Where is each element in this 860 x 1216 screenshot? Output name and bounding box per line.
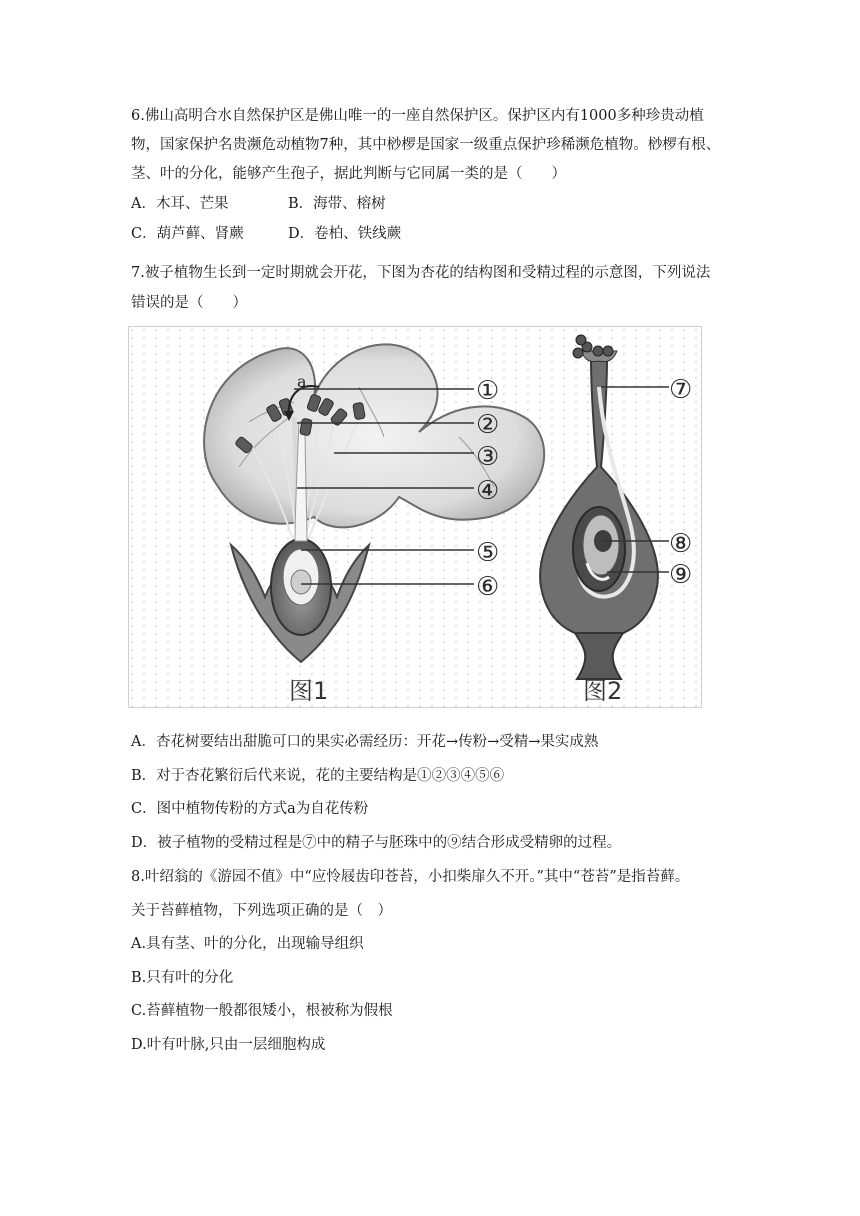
q7-stem-line-2: 错误的是（ ） — [131, 295, 247, 311]
q7-option-d: D．被子植物的受精过程是⑦中的精子与胚珠中的⑨结合形成受精卵的过程。 — [131, 835, 622, 851]
fig1-label-2: ② — [476, 410, 500, 440]
q6-option-a: A．木耳、芒果 — [131, 196, 229, 212]
fig1-label-6: ⑥ — [476, 572, 500, 602]
q8-option-d: D.叶有叶脉,只由一层细胞构成 — [131, 1037, 326, 1053]
fig2-label-9: ⑨ — [669, 560, 693, 590]
q8-stem-line-1: 8.叶绍翁的《游园不值》中“应怜屐齿印苍苔，小扣柴扉久不开。”其中“苍苔”是指苔藓。 — [131, 869, 690, 885]
fig1-label-3: ③ — [476, 442, 500, 472]
q7-option-a: A．杏花树要结出甜脆可口的果实必需经历：开花→传粉→受精→果实成熟 — [131, 734, 599, 750]
q6-stem-line-1: 6.佛山高明合水自然保护区是佛山唯一的一座自然保护区。保护区内有1000多种珍贵动植 — [131, 108, 704, 124]
q6-stem-line-2: 物，国家保护名贵濒危动植物7种，其中桫椤是国家一级重点保护珍稀濒危植物。桫椤有根、 — [131, 137, 721, 153]
q6-option-b: B．海带、榕树 — [288, 196, 386, 212]
fig2-label-7: ⑦ — [669, 375, 693, 405]
q7-stem-line-1: 7.被子植物生长到一定时期就会开花，下图为杏花的结构图和受精过程的示意图，下列说法 — [131, 265, 711, 281]
fig1-label-5: ⑤ — [476, 538, 500, 568]
fig1-label-1: ① — [476, 376, 500, 406]
pollination-arrow-label: a — [297, 372, 307, 391]
q6-option-d: D．卷柏、铁线蕨 — [288, 226, 402, 242]
q6-option-c: C．葫芦藓、肾蕨 — [131, 226, 244, 242]
q7-option-b: B．对于杏花繁衍后代来说，花的主要结构是①②③④⑤⑥ — [131, 768, 505, 784]
q8-option-b: B.只有叶的分化 — [131, 970, 234, 986]
q8-option-c: C.苔藓植物一般都很矮小，根被称为假根 — [131, 1003, 393, 1019]
fig2-label-8: ⑧ — [669, 529, 693, 559]
fig1-label-4: ④ — [476, 476, 500, 506]
q8-option-a: A.具有茎、叶的分化，出现输导组织 — [131, 936, 364, 952]
apricot-flower-figure — [128, 326, 702, 708]
q6-stem-line-3: 茎、叶的分化，能够产生孢子，据此判断与它同属一类的是（ ） — [131, 166, 566, 182]
fig2-caption: 图2 — [583, 677, 623, 705]
q7-option-c: C．图中植物传粉的方式a为自花传粉 — [131, 801, 369, 817]
q8-stem-line-2: 关于苔藓植物，下列选项正确的是（ ） — [131, 903, 392, 919]
fig1-caption: 图1 — [289, 677, 329, 705]
